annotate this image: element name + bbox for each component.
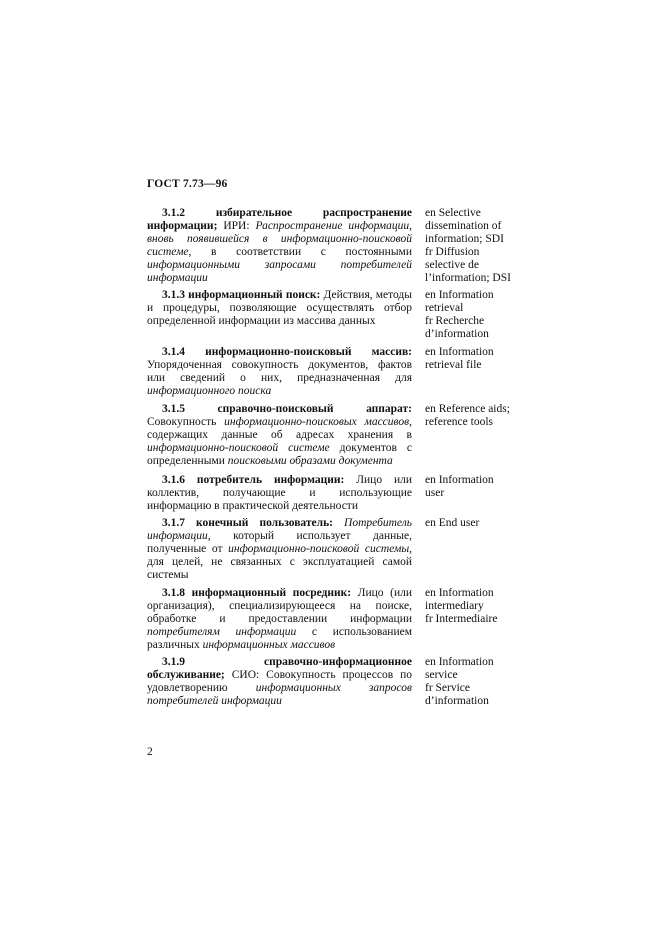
term-name: избирательное распространение информации; bbox=[147, 207, 413, 232]
term-definition bbox=[147, 517, 412, 582]
equivalent-line: retrieval bbox=[425, 302, 464, 314]
equivalent-line: fr Intermediaire bbox=[425, 613, 498, 625]
term-definition bbox=[147, 346, 412, 398]
term-name: справочно-информационное обслуживание; bbox=[147, 656, 412, 681]
equivalent-line: retrieval file bbox=[425, 359, 482, 371]
term-definition bbox=[147, 474, 412, 513]
term-definition bbox=[147, 289, 412, 328]
term-number: 3.1.4 bbox=[162, 346, 185, 358]
page-number: 2 bbox=[147, 746, 153, 758]
term-equivalents bbox=[425, 207, 519, 285]
equivalent-line: d’information bbox=[425, 695, 489, 707]
equivalent-line: en Selective bbox=[425, 207, 481, 219]
equivalent-line: l’information; DSI bbox=[425, 272, 511, 284]
term-equivalents bbox=[425, 587, 519, 626]
term-number: 3.1.9 bbox=[162, 656, 185, 668]
equivalent-line: fr Recherche bbox=[425, 315, 485, 327]
term-text: Упорядоченная совокупность документов, фактов или сведений о них, предназначенная для информационного поиска bbox=[147, 359, 412, 397]
term-equivalents bbox=[425, 346, 519, 372]
equivalent-line: en Information bbox=[425, 656, 494, 668]
term-name: информационный посредник: bbox=[191, 587, 352, 599]
term-name: информационно-поисковый массив: bbox=[205, 346, 412, 358]
equivalent-line: reference tools bbox=[425, 416, 494, 428]
term-equivalents bbox=[425, 474, 519, 500]
term-text: Лицо (или организация), специализирующееся на поиске, обработке и предоставлении информации потребителям информации с использованием различных информационных массивов bbox=[147, 587, 412, 651]
term-number: 3.1.8 bbox=[162, 587, 185, 599]
term-text: СИО: Совокупность процессов по удовлетворению информационных запросов потребителей информации bbox=[147, 669, 412, 707]
equivalent-line: en End user bbox=[425, 517, 480, 529]
equivalent-line: d’information bbox=[425, 328, 489, 340]
equivalent-line: en Reference aids; bbox=[425, 403, 510, 415]
term-name: потребитель информации: bbox=[196, 474, 345, 486]
term-equivalents bbox=[425, 656, 519, 708]
term-number: 3.1.6 bbox=[162, 474, 185, 486]
equivalent-line: fr Service bbox=[425, 682, 471, 694]
term-text: Совокупность информационно-поисковых массивов, содержащих данные об адресах хранения в информационно-поисковой системе документов с определенными поисковыми образами документа bbox=[147, 416, 412, 467]
equivalent-line: user bbox=[425, 487, 445, 499]
term-text: ИРИ: Распространение информации, вновь появившейся в информационно-поисковой системе, в соответствии с постоянными информационными запросами потребителей информации bbox=[147, 220, 412, 284]
term-name: информационный поиск: bbox=[188, 289, 321, 301]
equivalent-line: selective de bbox=[425, 259, 479, 271]
term-name: справочно-поисковый аппарат: bbox=[217, 403, 412, 415]
term-definition bbox=[147, 403, 412, 468]
document-header: ГОСТ 7.73—96 bbox=[147, 178, 228, 190]
equivalent-line: service bbox=[425, 669, 458, 681]
term-text: Потребитель информации, который использует данные, полученные от информационно-поисковой системы, для целей, не связанных с эксплуатацией самой системы bbox=[147, 517, 412, 581]
term-number: 3.1.5 bbox=[162, 403, 185, 415]
equivalent-line: en Information bbox=[425, 474, 494, 486]
term-number: 3.1.2 bbox=[162, 207, 185, 219]
equivalent-line: en Information bbox=[425, 587, 494, 599]
term-number: 3.1.7 bbox=[162, 517, 185, 529]
term-equivalents bbox=[425, 403, 519, 429]
term-definition bbox=[147, 207, 412, 285]
term-name: конечный пользователь: bbox=[196, 517, 333, 529]
term-text: Лицо или коллектив, получающие и использующие информацию в практической деятельности bbox=[147, 474, 413, 512]
term-equivalents bbox=[425, 289, 519, 341]
equivalent-line: fr Diffusion bbox=[425, 246, 480, 258]
term-text: Действия, методы и процедуры, позволяющие осуществлять отбор определенной информации из массива данных bbox=[147, 289, 413, 327]
equivalent-line: intermediary bbox=[425, 600, 484, 612]
equivalent-line: en Information bbox=[425, 346, 494, 358]
term-definition bbox=[147, 656, 412, 708]
term-number: 3.1.3 bbox=[162, 289, 185, 301]
equivalent-line: information; SDI bbox=[425, 233, 504, 245]
equivalent-line: en Information bbox=[425, 289, 494, 301]
equivalent-line: dissemination of bbox=[425, 220, 502, 232]
term-equivalents bbox=[425, 517, 519, 530]
term-definition bbox=[147, 587, 412, 652]
